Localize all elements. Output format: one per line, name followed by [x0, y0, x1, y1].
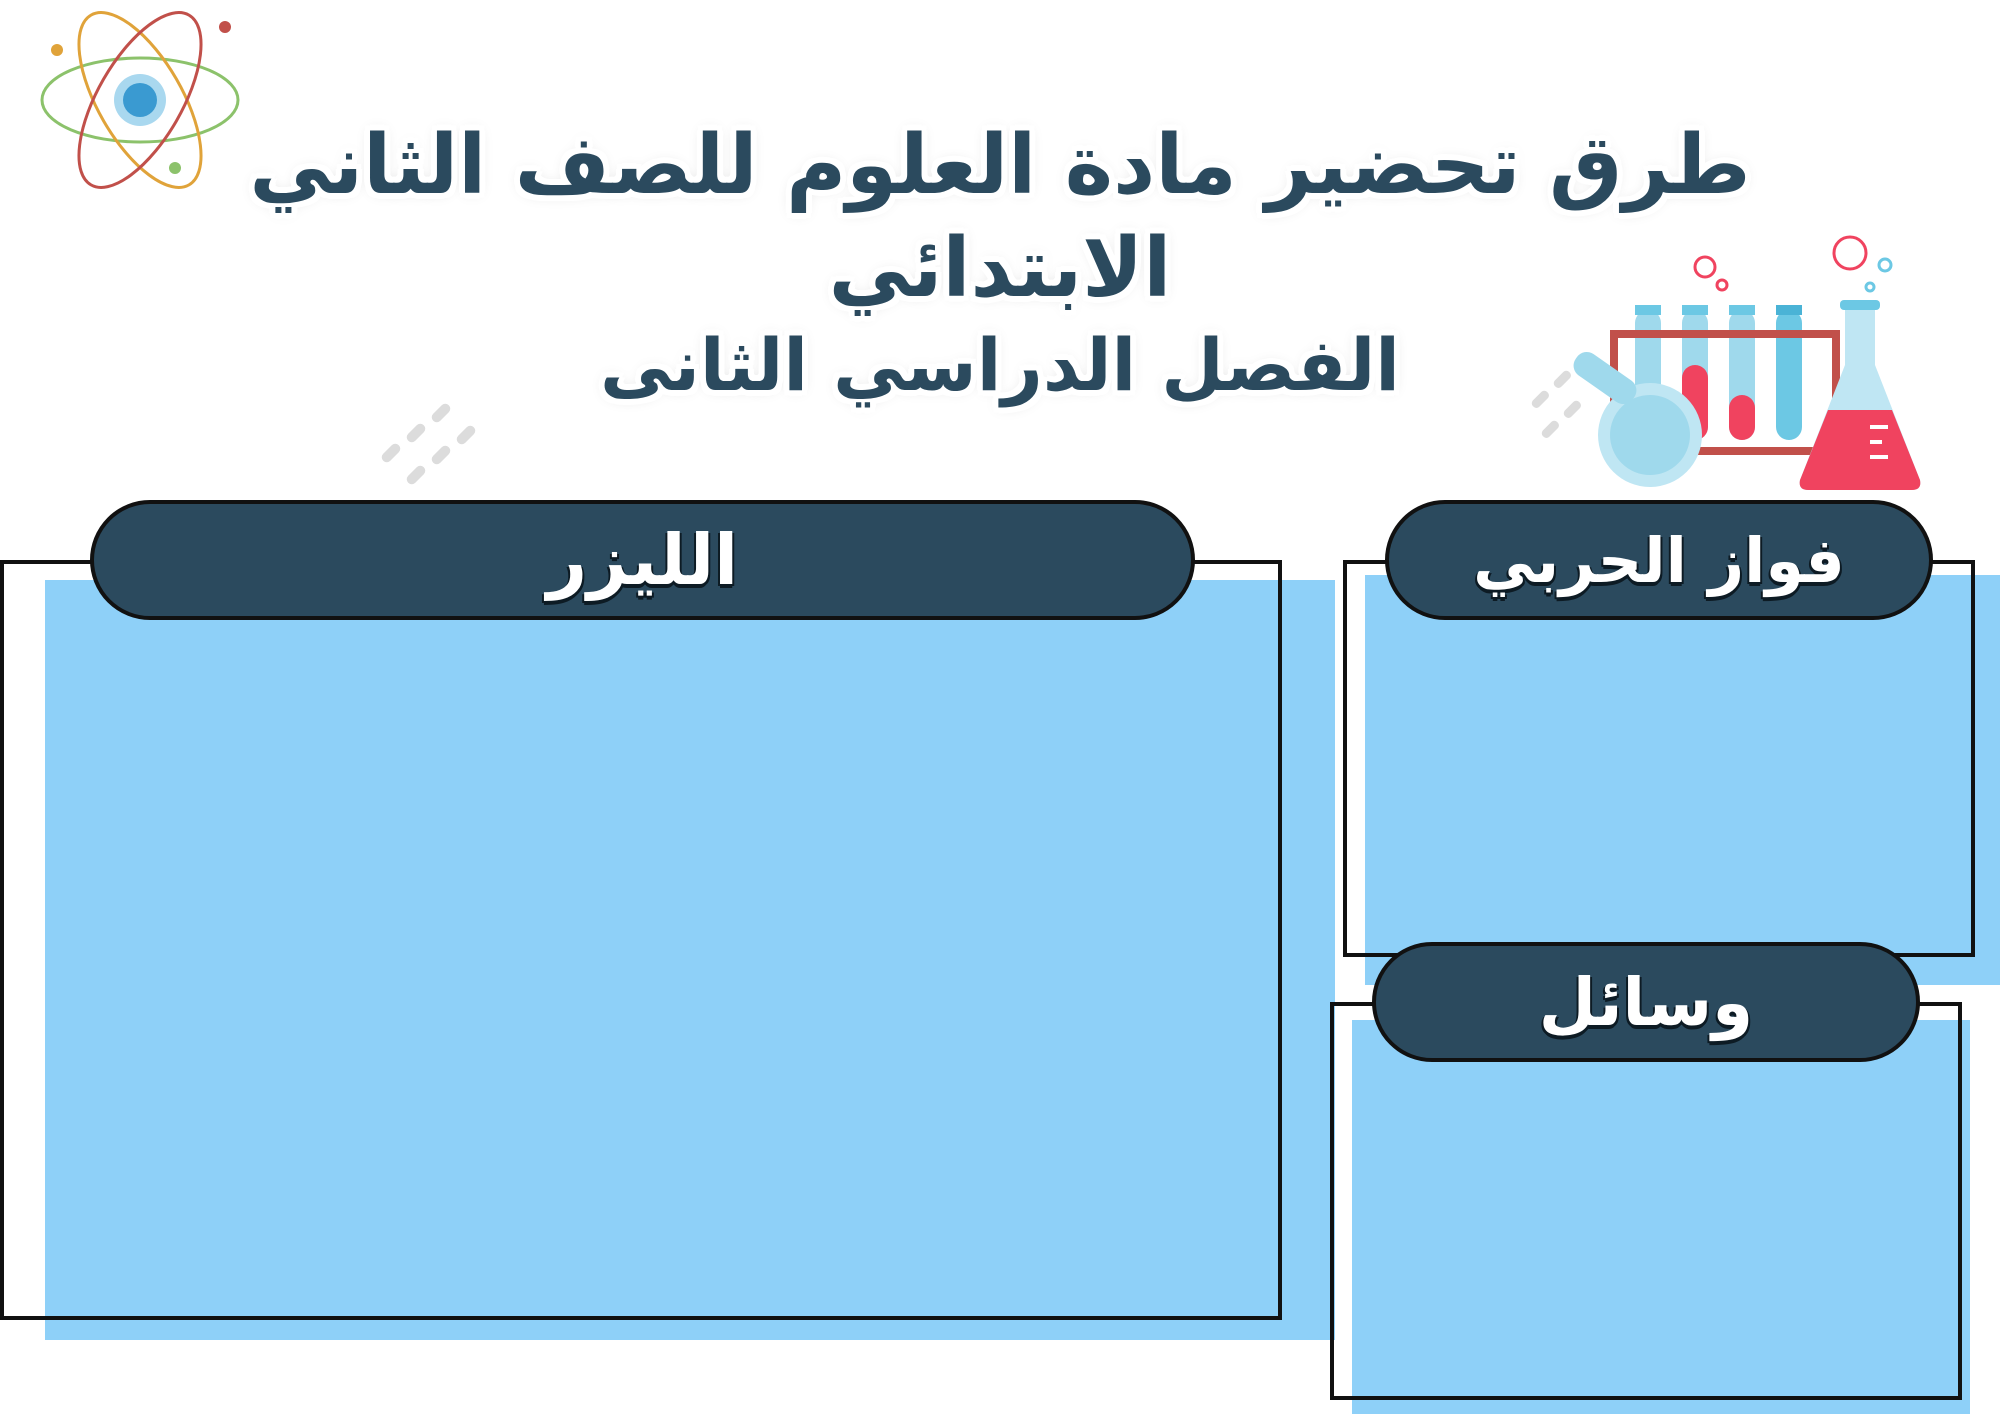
fawaz-card-heading: [1385, 500, 1933, 620]
lab-glassware-illustration: [1510, 225, 1950, 505]
wasael-card-heading: [1372, 942, 1920, 1062]
laser-card-heading: [90, 500, 1195, 620]
dots-decoration: [360, 400, 490, 500]
title-line-1: طرق تحضير مادة العلوم للصف الثاني الابتدائي: [249, 118, 1751, 316]
wasael-heading-text: وسائل: [1538, 963, 1754, 1041]
title-line-2: الفصل الدراسي الثانى: [600, 323, 1400, 407]
laser-heading-text: الليزر: [546, 519, 739, 601]
fawaz-heading-text: فواز الحربي: [1473, 523, 1845, 597]
